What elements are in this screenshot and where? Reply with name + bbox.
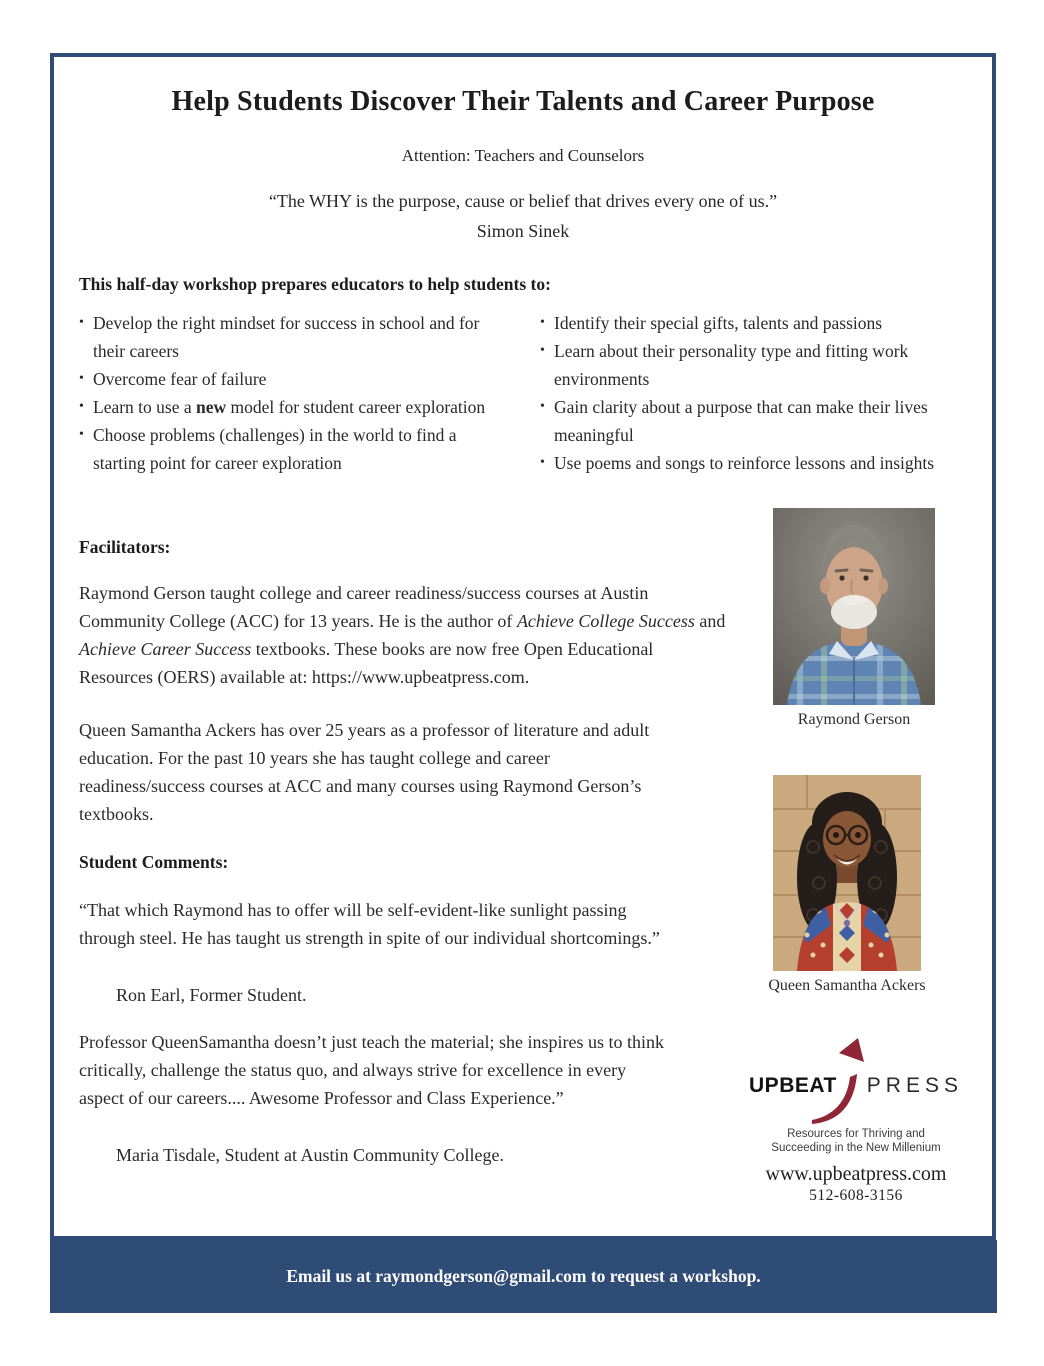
- upswing-arrow-icon: [806, 1036, 878, 1128]
- workshop-heading: This half-day workshop prepares educators to help students to:: [79, 274, 551, 294]
- facilitator-paragraph-raymond: [79, 579, 731, 691]
- bullet-text: Use poems and songs to reinforce lessons and insights: [554, 453, 935, 473]
- bullet-icon: •: [540, 315, 545, 330]
- tagline-line1: Resources for Thriving and: [787, 1128, 925, 1140]
- bullet-text: Develop the right mindset for success in school and for their careers: [93, 313, 480, 361]
- tagline-line2: Succeeding in the New Millenium: [771, 1142, 941, 1154]
- list-item: [539, 337, 953, 393]
- bullet-icon: •: [540, 455, 545, 470]
- student-quote-2-attribution: Maria Tisdale, Student at Austin Community College.: [116, 1145, 505, 1165]
- bullet-text: Gain clarity about a purpose that can make their lives meaningful: [554, 397, 928, 445]
- facilitators-heading: Facilitators:: [79, 537, 171, 557]
- bullet-text: Learn about their personality type and fitting work environments: [554, 341, 909, 389]
- quote-author: Simon Sinek: [476, 221, 570, 241]
- list-item: [539, 393, 953, 449]
- paragraph-text: Raymond Gerson taught college and career readiness/success courses at Austin Community College (ACC) for 13 years. He is the author of: [79, 583, 649, 631]
- footer-bar: [50, 1240, 997, 1313]
- bullet-text: Choose problems (challenges) in the world to find a starting point for career exploration: [93, 425, 457, 473]
- bullet-list-left: [78, 309, 508, 477]
- list-item: [78, 365, 508, 393]
- bullet-text: Learn to use a: [93, 397, 197, 417]
- student-quote-1-attribution: Ron Earl, Former Student.: [116, 985, 307, 1005]
- logo-word-press: PRESS: [866, 1074, 963, 1097]
- queen-samantha-ackers-photo: [773, 775, 921, 971]
- bullet-icon: •: [540, 343, 545, 358]
- brand-website: www.upbeatpress.com: [765, 1163, 947, 1185]
- list-item: [78, 421, 508, 477]
- student-quote-2: Professor QueenSamantha doesn’t just teach the material; she inspires us to think critically, challenge the status quo, and always strive for excellence in every aspect of our careers.... Awesome Professor and Class Experience.”: [79, 1032, 665, 1108]
- bullet-list-right: [539, 309, 953, 477]
- bullet-icon: •: [79, 371, 84, 386]
- bullet-icon: •: [540, 399, 545, 414]
- brand-phone: 512-608-3156: [809, 1187, 903, 1204]
- book-title: Achieve Career Success: [79, 639, 252, 659]
- quote-text: “The WHY is the purpose, cause or belief that drives every one of us.”: [268, 191, 778, 211]
- book-title: Achieve College Success: [516, 611, 695, 631]
- brand-tagline: [756, 1127, 956, 1155]
- bullet-icon: •: [79, 427, 84, 442]
- bullet-text: model for student career exploration: [226, 397, 486, 417]
- facilitator-paragraph-queen: Queen Samantha Ackers has over 25 years as a professor of literature and adult education. For the past 10 years she has taught college and career readiness/success courses at ACC and many courses using Raymond Gerson’s textbooks.: [79, 720, 650, 824]
- logo-word-upbeat: UPBEAT: [749, 1074, 837, 1097]
- bullet-icon: •: [79, 399, 84, 414]
- list-item: [78, 309, 508, 365]
- bullet-text: Overcome fear of failure: [93, 369, 267, 389]
- bullet-icon: •: [79, 315, 84, 330]
- list-item: [539, 449, 953, 477]
- list-item: [539, 309, 953, 337]
- list-item: [78, 393, 508, 421]
- photo-caption-queen: Queen Samantha Ackers: [768, 977, 926, 994]
- photo-caption-raymond: Raymond Gerson: [797, 711, 911, 728]
- paragraph-text: textbooks. These books are now free Open Educational Resources (OERS) available at: https://www.upbeatpress.com.: [79, 639, 654, 687]
- footer-text: Email us at raymondgerson@gmail.com to request a workshop.: [286, 1266, 761, 1286]
- raymond-gerson-photo: [773, 508, 935, 705]
- attention-line: Attention: Teachers and Counselors: [401, 146, 645, 165]
- student-comments-heading: Student Comments:: [79, 852, 229, 872]
- bullet-text: Identify their special gifts, talents and passions: [554, 313, 883, 333]
- page-title: Help Students Discover Their Talents and Career Purpose: [171, 86, 875, 117]
- bullet-text-bold: new: [196, 397, 227, 417]
- paragraph-text: and: [694, 611, 726, 631]
- student-quote-1: “That which Raymond has to offer will be self-evident-like sunlight passing through steel. He has taught us strength in spite of our individual shortcomings.”: [79, 900, 660, 948]
